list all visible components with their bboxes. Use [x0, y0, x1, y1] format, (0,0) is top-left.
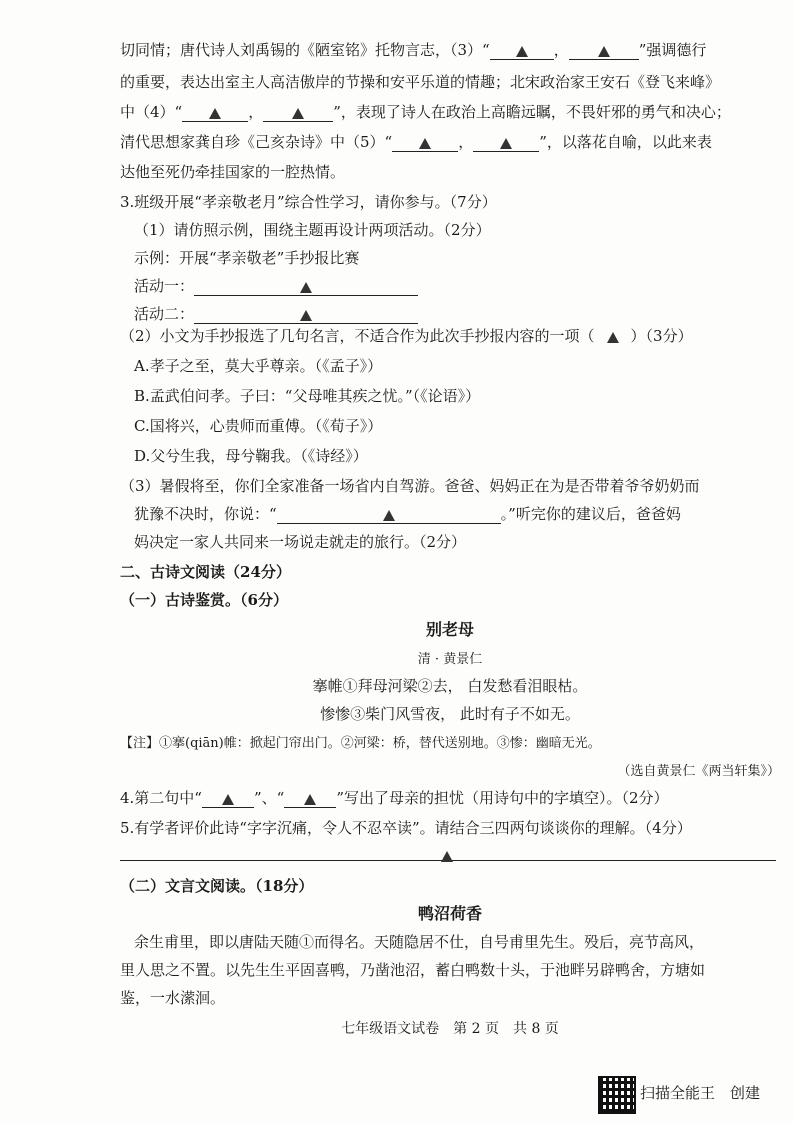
triangle-icon	[292, 108, 304, 119]
text: 别老母	[425, 620, 474, 639]
triangle-icon	[222, 794, 234, 805]
question-3-3	[120, 476, 780, 496]
question-3-1	[134, 220, 794, 240]
poem-note	[120, 734, 780, 754]
answer-blank-5a[interactable]	[392, 133, 458, 152]
activity-2-blank[interactable]	[194, 305, 418, 324]
text: ”，以落花自喻，以此来表	[539, 133, 712, 151]
triangle-icon	[598, 46, 610, 57]
text: B.孟武伯问孝。子曰：“父母唯其疾之忧。”（《论语》）	[134, 387, 481, 405]
scanner-watermark: 扫描全能王 创建	[640, 1084, 761, 1102]
text: 的重要，表达出室主人高洁傲岸的节操和安平乐道的情趣；北宋政治家王安石《登飞来峰》	[120, 73, 721, 91]
triangle-icon	[300, 282, 312, 293]
text: 达他至死仍牵挂国家的一腔热情。	[120, 163, 346, 181]
option-a	[134, 356, 794, 376]
text: （选自黄景仁《两当轩集》）	[617, 764, 780, 779]
text: 搴帷①拜母河梁②去， 白发愁看泪眼枯。	[312, 677, 588, 695]
option-c	[134, 416, 794, 436]
text-line	[120, 162, 780, 182]
answer-blank-4b[interactable]	[263, 103, 333, 122]
text: 惨惨③柴门风雪夜， 此时有子不如无。	[320, 705, 580, 723]
suggestion-blank[interactable]	[277, 505, 501, 524]
answer-blank-3a[interactable]	[490, 41, 554, 60]
poem-source	[120, 762, 780, 782]
text: ）（3分）	[630, 327, 693, 345]
text: 活动一：	[134, 277, 195, 295]
text: D.父兮生我，母兮鞠我。（《诗经》）	[134, 447, 368, 465]
prose-line-2	[120, 960, 780, 980]
text: 中（4）“	[120, 103, 183, 121]
text: 4.第二句中“	[120, 789, 202, 807]
text: A.孝子之至，莫大乎尊亲。（《孟子》）	[134, 357, 383, 375]
question-3-2	[120, 326, 780, 346]
text-line: 中（4）“ ， ”，表现了诗人在政治上高瞻远瞩，不畏奸邪的勇气和决心；	[120, 103, 731, 121]
text: （一）古诗鉴赏。（6分）	[120, 591, 288, 609]
text: 【注】①搴(qiān)帷：掀起门帘出门。②河梁：桥，替代送别地。③惨：幽暗无光。	[120, 736, 601, 751]
answer-blank-q4b[interactable]	[284, 789, 336, 808]
text: 5.有学者评价此诗“字字沉痛，令人不忍卒读”。请结合三四两句谈谈你的理解。（4分）	[120, 819, 692, 837]
text: ”、“	[253, 789, 285, 807]
answer-blank-4a[interactable]	[182, 103, 248, 122]
question-3-3-line2	[134, 504, 794, 524]
text: 清代思想家龚自珍《己亥杂诗》中（5）“	[120, 133, 393, 151]
poem-line-2	[120, 704, 780, 724]
qr-code-icon	[598, 1076, 636, 1114]
option-b	[134, 386, 794, 406]
text: C.国将兴，心贵师而重傅。（《荀子》）	[134, 417, 383, 435]
section-2-heading	[120, 562, 780, 582]
text-line: 切同情；唐代诗人刘禹锡的《陋室铭》托物言志，（3）“ ， ”强调德行	[120, 41, 707, 59]
triangle-icon	[209, 108, 221, 119]
question-3-3-line3	[134, 532, 794, 552]
text-line: 清代思想家龚自珍《己亥杂诗》中（5）“ ， ”，以落花自喻，以此来表	[120, 133, 712, 151]
activity-1-blank[interactable]	[194, 277, 418, 296]
question-3	[120, 192, 780, 212]
prose-line-1	[134, 932, 794, 952]
page-footer: 七年级语文试卷 第 2 页 共 8 页	[341, 1021, 559, 1037]
answer-blank-q4a[interactable]	[202, 789, 254, 808]
text: 鉴，一水潆洄。	[120, 989, 226, 1007]
text: 余生甫里，即以唐陆天随①而得名。天随隐居不仕，自号甫里先生。殁后，亮节高风，	[134, 933, 705, 951]
text: 鸭沼荷香	[417, 904, 482, 923]
triangle-icon	[383, 510, 395, 521]
text: 切同情；唐代诗人刘禹锡的《陋室铭》托物言志，（3）“	[120, 41, 490, 59]
example-line	[134, 248, 794, 268]
triangle-icon	[441, 846, 453, 865]
section-2-2-heading	[120, 876, 780, 896]
triangle-icon	[304, 794, 316, 805]
section-2-1-heading	[120, 590, 780, 610]
text: 示例：开展“孝亲敬老”手抄报比赛	[134, 249, 360, 267]
answer-blank-3b[interactable]	[569, 41, 639, 60]
triangle-icon	[607, 332, 619, 343]
poem-line-1	[120, 676, 780, 696]
answer-blank-5b[interactable]	[473, 133, 539, 152]
text: ”，表现了诗人在政治上高瞻远瞩，不畏奸邪的勇气和决心；	[333, 103, 731, 121]
poem-title	[120, 620, 780, 640]
prose-title	[120, 904, 780, 924]
text: （二）文言文阅读。（18分）	[120, 877, 314, 895]
activity-2-line	[134, 304, 794, 324]
triangle-icon	[300, 310, 312, 321]
text: （1）请仿照示例，围绕主题再设计两项活动。（2分）	[134, 221, 491, 239]
text: 妈决定一家人共同来一场说走就走的旅行。（2分）	[134, 533, 467, 551]
triangle-icon	[500, 138, 512, 149]
text: 清 · 黄景仁	[417, 652, 483, 667]
triangle-icon	[516, 46, 528, 57]
text: 里人思之不置。以先生生平固喜鸭，乃凿池沼，蓄白鸭数十头，于池畔另辟鸭舍，方塘如	[120, 961, 706, 979]
poem-author	[120, 650, 780, 670]
text: 活动二：	[134, 305, 195, 323]
prose-line-3	[120, 988, 780, 1008]
text: ”写出了母亲的担忧（用诗句中的字填空）。（2分）	[336, 789, 669, 807]
triangle-icon	[419, 138, 431, 149]
text: （3）暑假将至，你们全家准备一场省内自驾游。爸爸、妈妈正在为是否带着爷爷奶奶而	[120, 477, 700, 495]
choice-answer-slot[interactable]	[595, 326, 631, 346]
text: （2）小文为手抄报选了几句名言，不适合作为此次手抄报内容的一项（	[120, 327, 595, 345]
text: 3.班级开展“孝亲敬老月”综合性学习，请你参与。（7分）	[120, 193, 497, 211]
text: ”强调德行	[638, 41, 707, 59]
question-5	[120, 818, 780, 838]
option-d	[134, 446, 794, 466]
question-4	[120, 788, 780, 808]
text: 。”听完你的建议后，爸爸妈	[500, 505, 681, 523]
text-line	[120, 72, 780, 92]
activity-1-line	[134, 276, 794, 296]
text: 二、古诗文阅读（24分）	[120, 563, 291, 581]
text: 犹豫不决时，你说：“	[134, 505, 277, 523]
